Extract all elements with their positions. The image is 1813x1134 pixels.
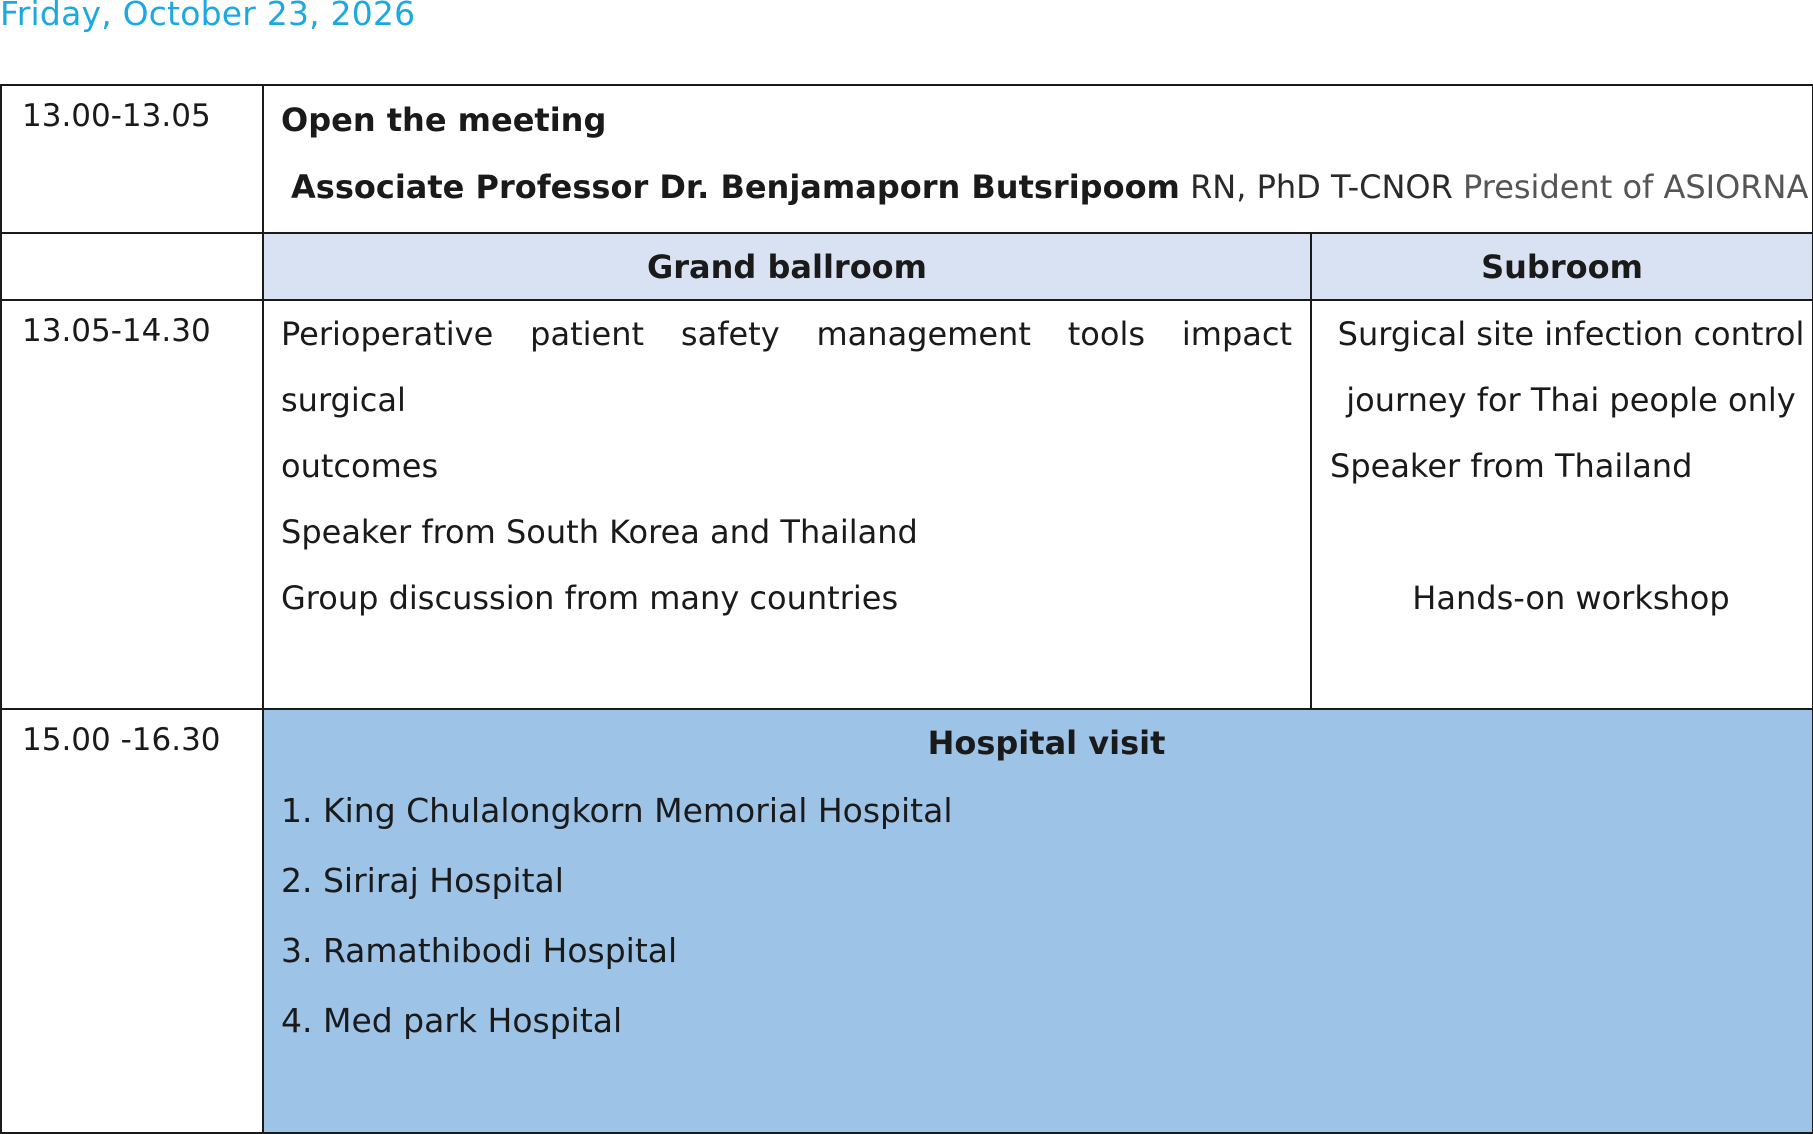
- sub-session-title-line1: Surgical site infection control: [1337, 315, 1805, 353]
- table-row-rooms: [1, 233, 1813, 300]
- table-row-hospital-visit: [1, 709, 1813, 1133]
- table-row-opening: [1, 85, 1813, 233]
- sub-session-title-line2: journey for Thai people only: [1346, 381, 1796, 419]
- main-session-discussion: Group discussion from many countries: [281, 579, 899, 617]
- spacer: [1330, 499, 1812, 565]
- table-row-sessions: [1, 300, 1813, 709]
- opening-speaker: [281, 154, 1812, 220]
- hospital-visit-title: Hospital visit: [927, 724, 1166, 762]
- speaker-role: President of ASIORNA: [1463, 168, 1809, 206]
- time-cell: 13.05-14.30: [1, 300, 263, 709]
- sub-session-speakers: Speaker from Thailand: [1330, 447, 1693, 485]
- speaker-name: Associate Professor Dr. Benjamaporn Butsripoom: [291, 168, 1180, 206]
- list-item: 2. Siriraj Hospital: [281, 861, 564, 900]
- list-item: 4. Med park Hospital: [281, 1001, 623, 1040]
- opening-session-cell: [263, 85, 1813, 233]
- main-session-title-line2: outcomes: [281, 447, 439, 485]
- room-header-subroom: Subroom: [1311, 233, 1813, 300]
- hospital-visit-cell: [263, 709, 1813, 1133]
- agenda-table: [0, 84, 1813, 1134]
- speaker-credentials: RN, PhD T-CNOR: [1190, 168, 1453, 206]
- grand-ballroom-session-cell: [263, 300, 1311, 709]
- list-item: 1. King Chulalongkorn Memorial Hospital: [281, 791, 953, 830]
- main-session-speakers: Speaker from South Korea and Thailand: [281, 513, 918, 551]
- time-cell: 13.00-13.05: [1, 85, 263, 233]
- list-item: 3. Ramathibodi Hospital: [281, 931, 678, 970]
- subroom-session-cell: [1311, 300, 1813, 709]
- opening-title: Open the meeting: [281, 101, 607, 139]
- time-cell: 15.00 -16.30: [1, 709, 263, 1133]
- sub-session-format: Hands-on workshop: [1412, 579, 1730, 617]
- main-session-title-line1: Perioperative patient safety management tools impact surgical: [281, 315, 1292, 419]
- time-cell-empty: [1, 233, 263, 300]
- room-header-grand-ballroom: Grand ballroom: [263, 233, 1311, 300]
- date-heading: Friday, October 23, 2026: [0, 0, 416, 33]
